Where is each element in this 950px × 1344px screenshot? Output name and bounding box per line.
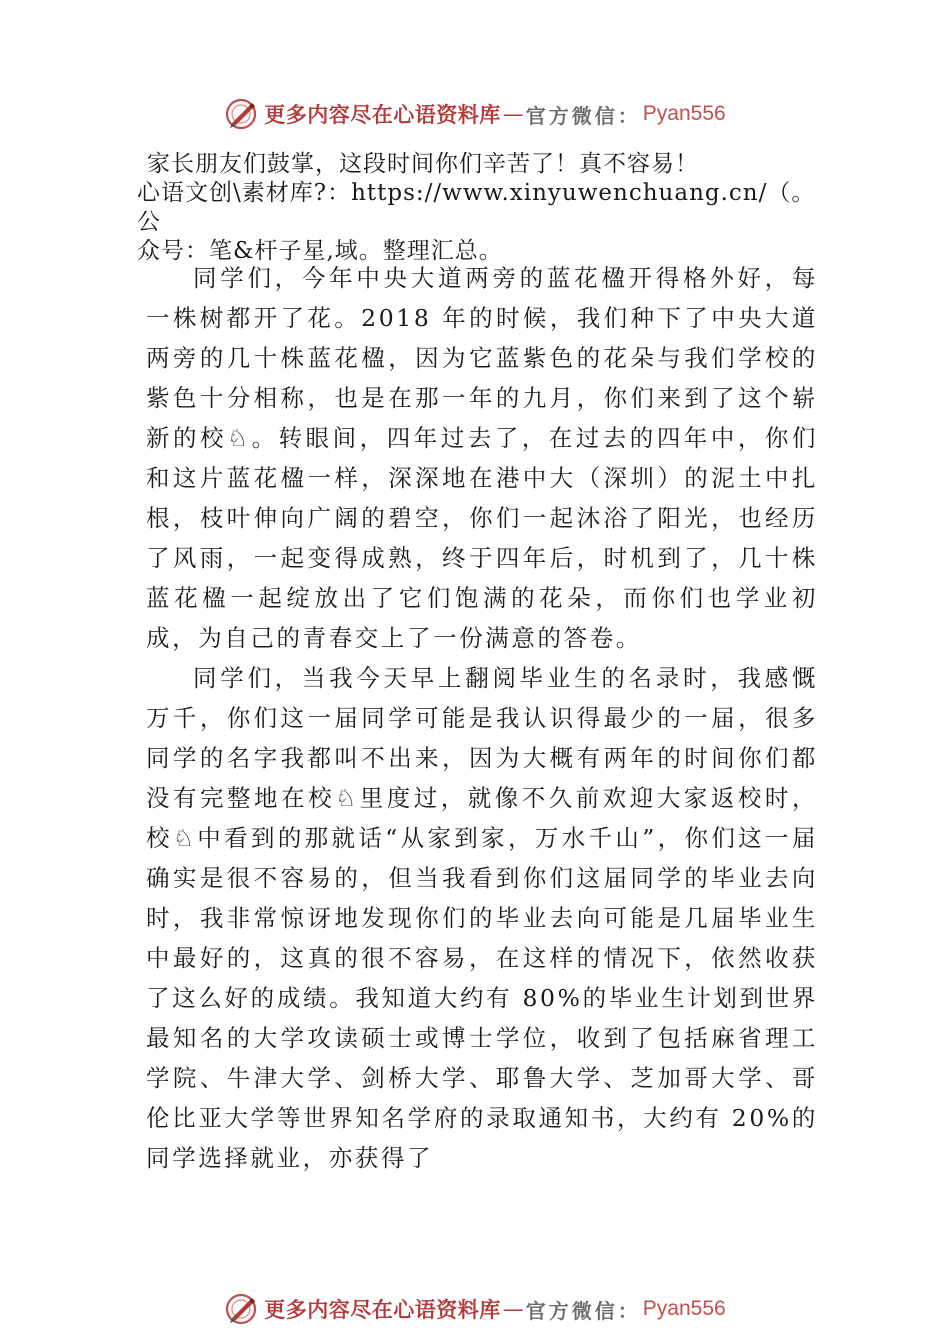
footer-official-text: 官方微信： <box>525 1298 641 1323</box>
header-banner <box>0 94 950 134</box>
pen-circle-logo-icon <box>224 1292 258 1326</box>
body-paragraph-2: 同学们，当我今天早上翻阅毕业生的名录时，我感慨万千，你们这一届同学可能是我认识得最少的一届，很多同学的名字我都叫不出来，因为大概有两年的时间你们都没有完整地在校♘里度过，就像不久前欢迎大家返校时，校♘中看到的那就话“从家到家，万水千山”，你们这一届确实是很不容易的，但当我看到你们这届同学的毕业去向时，我非常惊讶地发现你们的毕业去向可能是几届毕业生中最好的，这真的很不容易，在这样的情况下，依然收获了这么好的成绩。我知道大约有 80%的毕业生计划到世界最知名的大学攻读硕士或博士学位，收到了包括麻省理工学院、牛津大学、剑桥大学、耶鲁大学、芝加哥大学、哥伦比亚大学等世界知名学府的录取通知书，大约有 20%的同学选择就业，亦获得了 <box>146 664 818 1172</box>
pen-circle-logo-icon <box>224 97 258 131</box>
intro-line-2: 心语文创\素材库?：https://www.xinyuwenchuang.cn/（。公 <box>137 180 816 235</box>
header-main-text: 更多内容尽在心语资料库 <box>264 102 501 127</box>
body-paragraph-1: 同学们，今年中央大道两旁的蓝花楹开得格外好，每一株树都开了花。2018 年的时候，我们种下了中央大道两旁的几十株蓝花楹，因为它蓝紫色的花朵与我们学校的紫色十分相称，也是在那一年的九月，你们来到了这个崭新的校♘。转眼间，四年过去了，在过去的四年中，你们和这片蓝花楹一样，深深地在港中大（深圳）的泥土中扎根，枝叶伸向广阔的碧空，你们一起沐浴了阳光，也经历了风雨，一起变得成熟，终于四年后，时机到了，几十株蓝花楹一起绽放出了它们饱满的花朵，而你们也学业初成，为自己的青春交上了一份满意的答卷。 <box>146 264 818 652</box>
footer-banner <box>0 1289 950 1329</box>
intro-line-3: 众号：笔&杆子星,域。整理汇总。 <box>137 238 503 264</box>
header-official-text: 官方微信： <box>525 103 641 128</box>
footer-wechat-id: Pyan556 <box>642 1297 726 1320</box>
footer-main-text: 更多内容尽在心语资料库 <box>264 1297 501 1322</box>
header-separator: — <box>502 102 524 126</box>
body-text <box>146 258 818 1178</box>
footer-separator: — <box>502 1297 524 1321</box>
intro-block <box>137 150 837 266</box>
header-wechat-id: Pyan556 <box>642 102 726 125</box>
intro-line-1: 家长朋友们鼓掌，这段时间你们辛苦了！真不容易！ <box>147 151 699 177</box>
